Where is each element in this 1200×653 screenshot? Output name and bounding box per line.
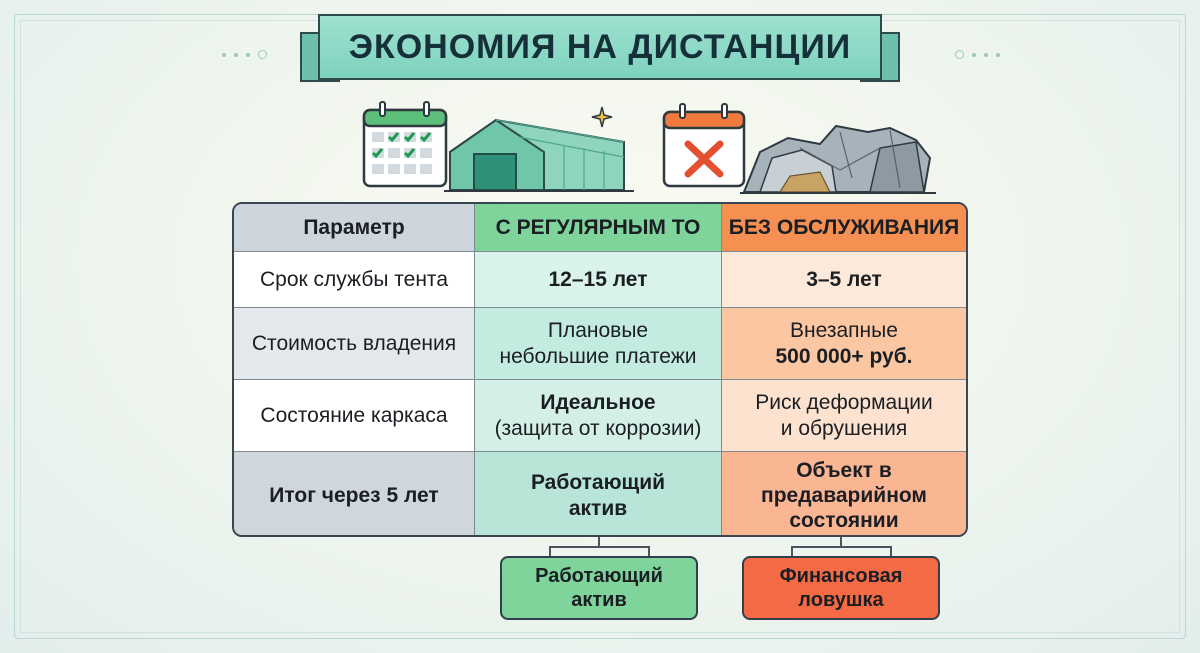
- table-row: [234, 380, 966, 452]
- cell-with-frame-condition: Идеальное (защита от коррозии): [475, 380, 722, 452]
- header-without-maintenance: БЕЗ ОБСЛУЖИВАНИЯ: [722, 204, 966, 252]
- table-row: [234, 252, 966, 308]
- row-label-result-5-years: Итог через 5 лет: [234, 452, 475, 537]
- comparison-table: [232, 202, 968, 537]
- table-header-row: [234, 204, 966, 252]
- cell-without-service-life: 3–5 лет: [722, 252, 966, 308]
- table-row: [234, 452, 966, 537]
- connector-right-bar: [791, 546, 891, 548]
- cell-with-result: Работающий актив: [475, 452, 722, 537]
- connector-left-drop-b: [648, 546, 650, 556]
- badge-financial-trap: Финансовая ловушка: [742, 556, 940, 620]
- header-with-maintenance: С РЕГУЛЯРНЫМ ТО: [475, 204, 722, 252]
- collapsed-tent-icon: [740, 118, 936, 194]
- cell-without-ownership-cost: Внезапные 500 000+ руб.: [722, 308, 966, 380]
- sparkle-icon: [591, 106, 613, 128]
- connector-right-drop-b: [890, 546, 892, 556]
- table-row: [234, 308, 966, 380]
- title-ribbon: [300, 14, 900, 92]
- cell-with-service-life: 12–15 лет: [475, 252, 722, 308]
- row-label-frame-condition: Состояние каркаса: [234, 380, 475, 452]
- connector-right-drop-a: [791, 546, 793, 556]
- calendar-cross-icon: [660, 102, 750, 190]
- cell-without-result: Объект в предаварийном состоянии: [722, 452, 966, 537]
- decor-dots-right: [955, 50, 1000, 59]
- row-label-service-life: Срок службы тента: [234, 252, 475, 308]
- cell-with-ownership-cost: Плановые небольшие платежи: [475, 308, 722, 380]
- page-title: ЭКОНОМИЯ НА ДИСТАНЦИИ: [348, 27, 852, 66]
- cell-without-frame-condition: Риск деформации и обрушения: [722, 380, 966, 452]
- connector-left-drop-a: [549, 546, 551, 556]
- badge-working-asset: Работающий актив: [500, 556, 698, 620]
- decor-dots-left: [222, 50, 267, 59]
- row-label-ownership-cost: Стоимость владения: [234, 308, 475, 380]
- connector-left-bar: [549, 546, 649, 548]
- header-parameter: Параметр: [234, 204, 475, 252]
